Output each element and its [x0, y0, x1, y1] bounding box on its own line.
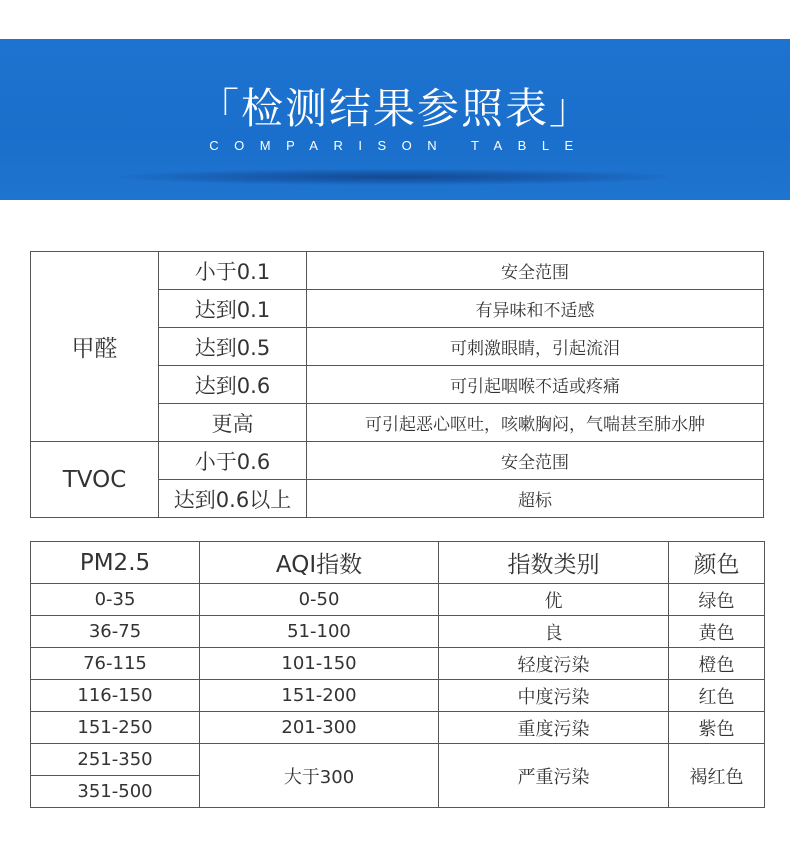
- pm25-cell: 36-75: [31, 616, 200, 648]
- pm25-cell: 151-250: [31, 712, 200, 744]
- aqi-cell: 0-50: [200, 584, 439, 616]
- category-cell: 优: [439, 584, 669, 616]
- table-row: [31, 252, 764, 290]
- header-cell-aqi: AQI指数: [200, 542, 439, 584]
- color-cell: 绿色: [669, 584, 765, 616]
- category-cell: 严重污染: [439, 744, 669, 808]
- table-row: [31, 648, 765, 680]
- pm25-cell: 116-150: [31, 680, 200, 712]
- color-cell: 黄色: [669, 616, 765, 648]
- level-cell: 更高: [159, 404, 307, 442]
- color-cell: 紫色: [669, 712, 765, 744]
- effect-cell: 安全范围: [307, 442, 764, 480]
- category-cell: 轻度污染: [439, 648, 669, 680]
- aqi-table: [30, 541, 765, 808]
- page-subtitle: COMPARISON TABLE: [209, 138, 589, 153]
- table-row: [31, 680, 765, 712]
- table-row: [31, 744, 765, 776]
- category-cell: TVOC: [31, 442, 159, 518]
- effect-cell: 安全范围: [307, 252, 764, 290]
- table-header-row: [31, 542, 765, 584]
- category-cell: 重度污染: [439, 712, 669, 744]
- category-cell: 甲醛: [31, 252, 159, 442]
- formaldehyde-tvoc-table: [30, 251, 764, 518]
- aqi-cell: 201-300: [200, 712, 439, 744]
- header-banner: [0, 39, 790, 200]
- color-cell: 橙色: [669, 648, 765, 680]
- pm25-cell: 76-115: [31, 648, 200, 680]
- table-row: [31, 442, 764, 480]
- aqi-cell: 大于300: [200, 744, 439, 808]
- aqi-cell: 101-150: [200, 648, 439, 680]
- color-cell: 褐红色: [669, 744, 765, 808]
- effect-cell: 可刺激眼睛，引起流泪: [307, 328, 764, 366]
- level-cell: 达到0.6: [159, 366, 307, 404]
- pm25-cell: 251-350: [31, 744, 200, 776]
- pm25-cell: 0-35: [31, 584, 200, 616]
- color-cell: 红色: [669, 680, 765, 712]
- title-shadow-decoration: [120, 169, 670, 185]
- top-spacer: [0, 0, 790, 39]
- aqi-cell: 51-100: [200, 616, 439, 648]
- pm25-cell: 351-500: [31, 776, 200, 808]
- table-row: [31, 616, 765, 648]
- header-cell-color: 颜色: [669, 542, 765, 584]
- effect-cell: 可引起咽喉不适或疼痛: [307, 366, 764, 404]
- table-row: [31, 584, 765, 616]
- effect-cell: 超标: [307, 480, 764, 518]
- level-cell: 达到0.1: [159, 290, 307, 328]
- category-cell: 中度污染: [439, 680, 669, 712]
- header-cell-pm25: PM2.5: [31, 542, 200, 584]
- level-cell: 小于0.6: [159, 442, 307, 480]
- table-row: [31, 712, 765, 744]
- aqi-cell: 151-200: [200, 680, 439, 712]
- level-cell: 达到0.5: [159, 328, 307, 366]
- category-cell: 良: [439, 616, 669, 648]
- level-cell: 达到0.6以上: [159, 480, 307, 518]
- effect-cell: 有异味和不适感: [307, 290, 764, 328]
- effect-cell: 可引起恶心呕吐，咳嗽胸闷，气喘甚至肺水肿: [307, 404, 764, 442]
- page-title: 「检测结果参照表」: [196, 84, 593, 133]
- level-cell: 小于0.1: [159, 252, 307, 290]
- header-cell-category: 指数类别: [439, 542, 669, 584]
